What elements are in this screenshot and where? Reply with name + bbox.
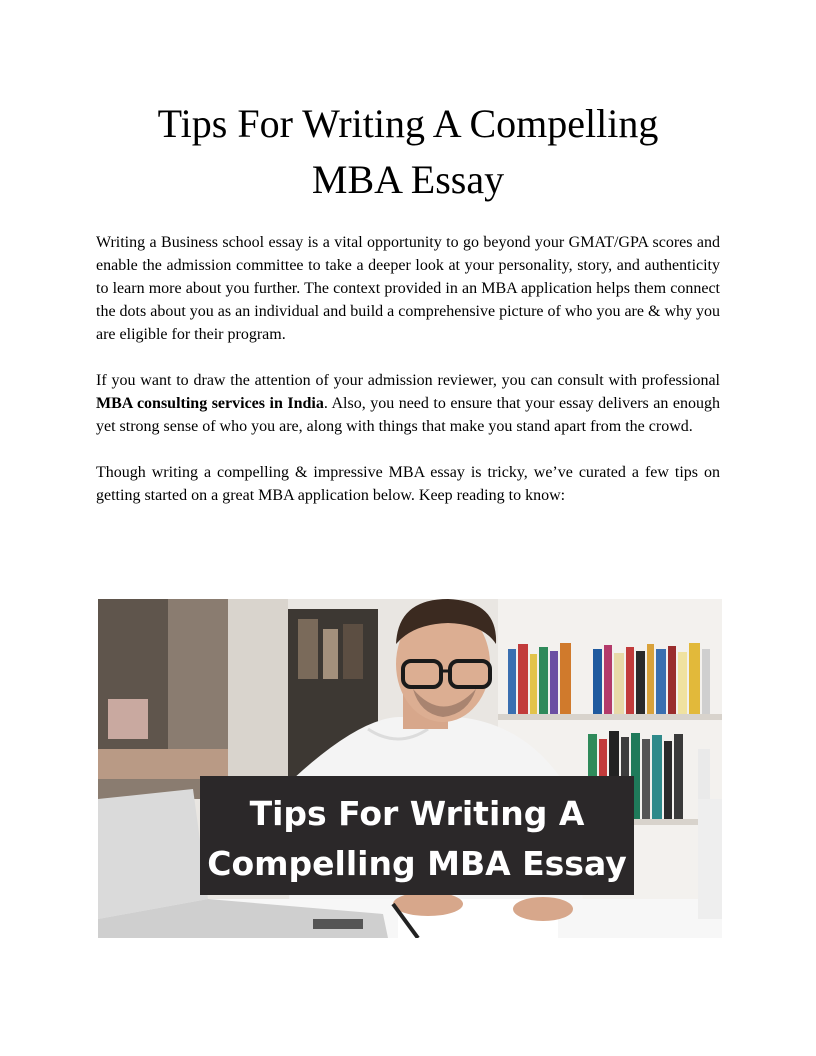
banner-line-1: Tips For Writing A xyxy=(249,794,585,833)
banner-line-2: Compelling MBA Essay xyxy=(207,844,627,883)
paragraph-tips-intro: Though writing a compelling & impressive MBA essay is tricky, we’ve curated a few tips on getting started on a great MBA application below. Keep reading to know: xyxy=(96,464,720,504)
document-body xyxy=(96,231,720,507)
title-line-2: MBA Essay xyxy=(311,157,505,202)
paragraph-consulting-start: If you want to draw the attention of your admission reviewer, you can consult with professional xyxy=(96,372,720,389)
paragraph-consulting xyxy=(96,369,720,438)
paragraph-consulting-end: . Also, you need to ensure that your essay delivers an enough yet strong sense of who you are, along with things that make you stand apart from the crowd. xyxy=(96,395,721,435)
document-title xyxy=(96,96,720,208)
title-line-1: Tips For Writing A Compelling xyxy=(157,101,659,146)
mba-consulting-link-text: MBA consulting services in India xyxy=(96,395,324,412)
hero-image xyxy=(98,599,722,938)
paragraph-intro: Writing a Business school essay is a vital opportunity to go beyond your GMAT/GPA scores and enable the admission committee to take a deeper look at your personality, story, and authenticity to learn more about you further. The context provided in an MBA application helps them connect the dots about you as an individual and build a comprehensive picture of who you are & why you are eligible for their program. xyxy=(96,234,720,343)
